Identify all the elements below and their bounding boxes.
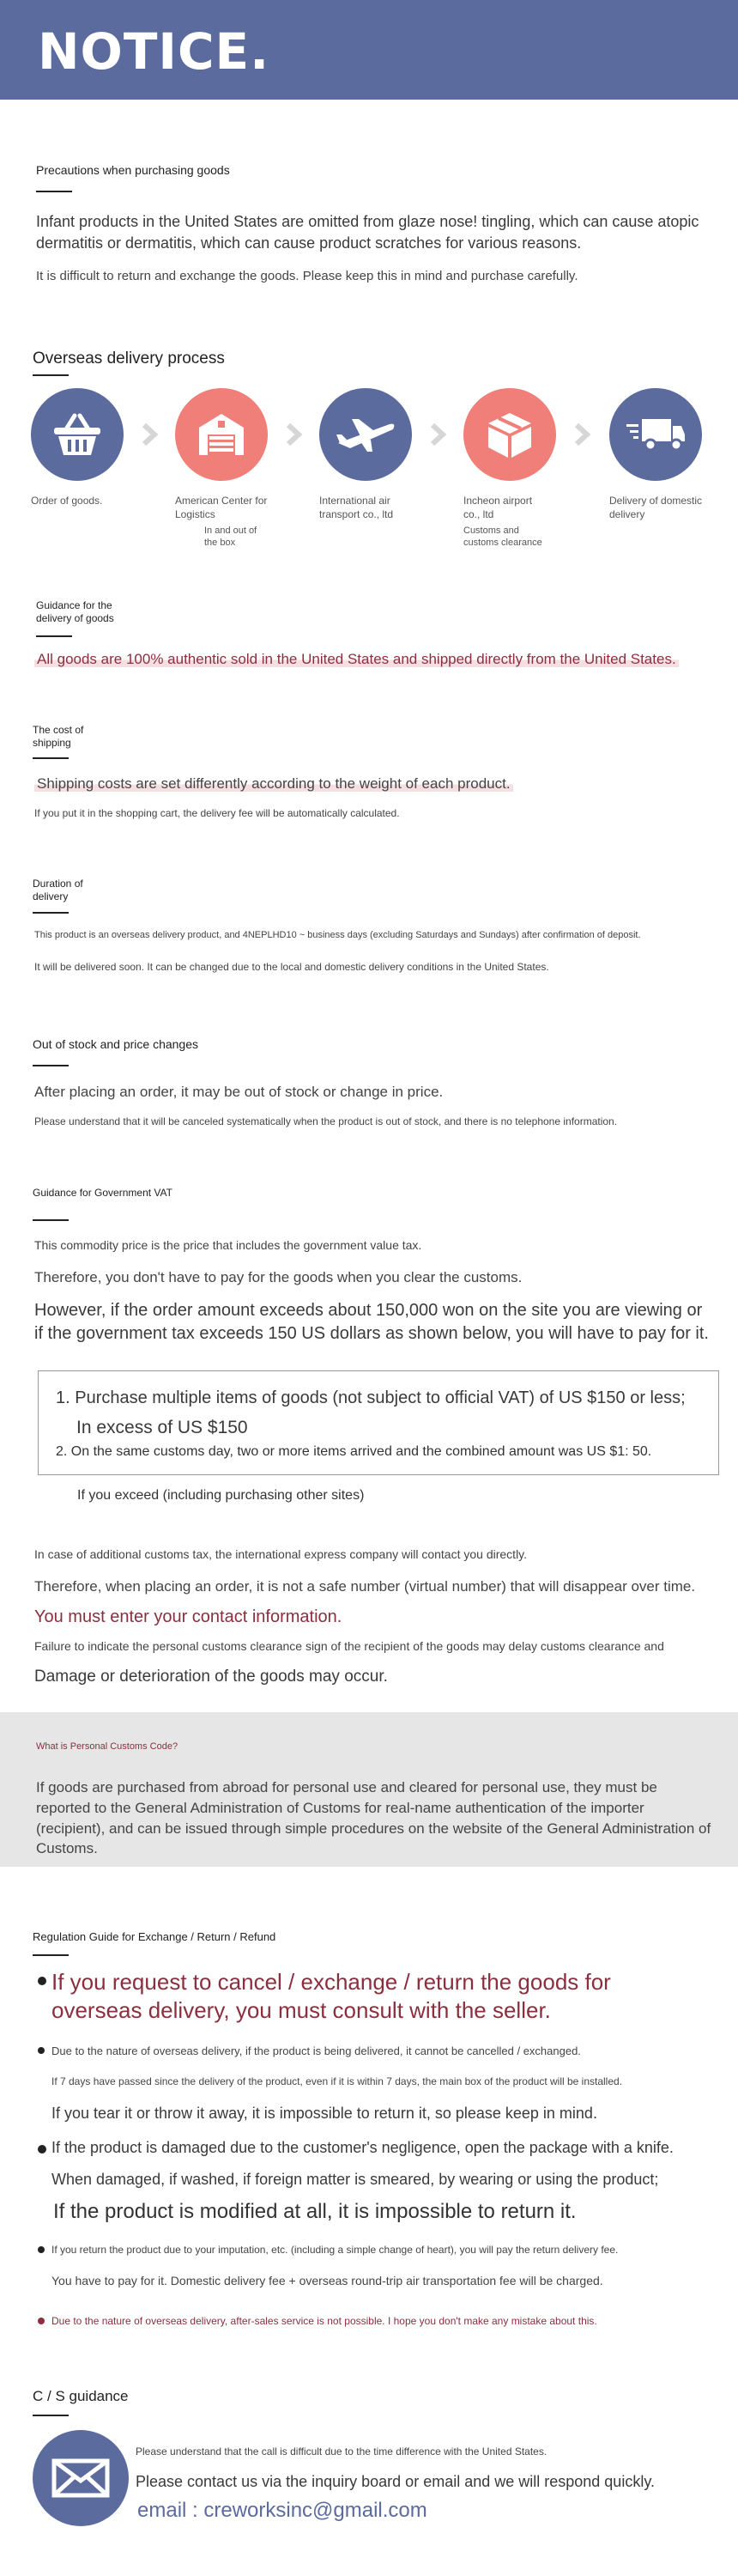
out-of-stock-underline (33, 1065, 69, 1066)
vat-conditions-box (38, 1370, 719, 1475)
precautions-title: Precautions when purchasing goods (36, 163, 230, 177)
duration-text2: It will be delivered soon. It can be changed due to the local and domestic delivery conditions in the United States. (34, 961, 549, 973)
chevron-right-icon (427, 422, 451, 447)
vat-after1: In case of additional customs tax, the international express company will contact you directly. (34, 1547, 528, 1561)
vat-text2: Therefore, you don't have to pay for the goods when you clear the customs. (34, 1269, 523, 1285)
basket-icon (31, 388, 124, 481)
duration-title: Duration of delivery (33, 878, 83, 902)
chevron-right-icon (572, 422, 596, 447)
regulation-b2b: If you tear it or throw it away, it is impossible to return it, so please keep in mind. (51, 2105, 597, 2122)
regulation-b3: If the product is damaged due to the customer's negligence, open the package with a knife. (51, 2139, 674, 2156)
truck-icon (609, 388, 702, 481)
step-sub: In and out of the box (204, 526, 257, 549)
regulation-b3b: If the product is modified at all, it is impossible to return it. (53, 2200, 577, 2223)
regulation-b4a: You have to pay for it. Domestic delivery fee + overseas round-trip air transportation fee will be charged. (51, 2274, 603, 2287)
vat-box-item1: 1. Purchase multiple items of goods (not subject to official VAT) of US $150 or less; (56, 1388, 686, 1407)
vat-underline (33, 1219, 69, 1221)
out-of-stock-title: Out of stock and price changes (33, 1037, 198, 1051)
step-label: International air transport co., ltd (319, 495, 394, 520)
regulation-underline (33, 1954, 69, 1956)
guidance-delivery-underline (36, 635, 72, 637)
vat-box-item2: 2. On the same customs day, two or more items arrived and the combined amount was US $1: 50. (56, 1444, 652, 1459)
cs-underline (33, 2415, 69, 2416)
out-of-stock-text1: After placing an order, it may be out of stock or change in price. (34, 1084, 444, 1100)
duration-underline (33, 912, 69, 914)
cs-text2: Please contact us via the inquiry board or email and we will respond quickly. (136, 2473, 655, 2490)
bullet-dot (38, 1977, 46, 1985)
guidance-delivery-text-span: All goods are 100% authentic sold in the United States and shipped directly from the United States. (34, 651, 679, 667)
regulation-b4: If you return the product due to your imputation, etc. (including a simple change of heart), you will pay the return delivery fee. (51, 2244, 619, 2256)
package-icon (463, 388, 556, 481)
step-incheon (463, 388, 592, 550)
customs-code-panel (0, 1712, 738, 1867)
vat-text3: However, if the order amount exceeds about 150,000 won on the site you are viewing or if the government tax exceeds 150 US dollars as shown below, you will have to pay for it. (34, 1301, 709, 1343)
shipping-cost-text1 (34, 775, 513, 793)
regulation-b1: If you request to cancel / exchange / return the goods for overseas delivery, you must consult with the seller. (51, 1969, 611, 2024)
vat-after4: Failure to indicate the personal customs clearance sign of the recipient of the goods may delay customs clearance and (34, 1639, 664, 1653)
cs-email[interactable]: email : creworksinc@gmail.com (137, 2499, 427, 2522)
delivery-process-title: Overseas delivery process (33, 349, 225, 368)
regulation-b2a: If 7 days have passed since the delivery of the product, even if it is within 7 days, the main box of the product will be installed. (51, 2075, 623, 2087)
chevron-right-icon (139, 422, 163, 447)
step-sub: Customs and customs clearance (463, 526, 542, 549)
airplane-icon (319, 388, 412, 481)
shipping-cost-text1-span: Shipping costs are set differently according to the weight of each product. (34, 775, 513, 792)
guidance-delivery-title: Guidance for the delivery of goods (36, 599, 114, 624)
step-label: American Center for Logistics (175, 495, 268, 520)
vat-text1: This commodity price is the price that includes the government value tax. (34, 1238, 422, 1252)
shipping-cost-title: The cost of shipping (33, 724, 84, 749)
step-label: Delivery of domestic delivery (609, 495, 703, 520)
precautions-line1: Infant products in the United States are omitted from glaze nose! tingling, which can cause atopic dermatitis or dermatitis, which can cause product scratches for various reasons. (36, 213, 699, 252)
page-title: NOTICE. (38, 22, 270, 81)
bullet-dot (38, 2246, 45, 2253)
customs-code-text: If goods are purchased from abroad for personal use and cleared for personal use, they must be reported to the General Administration of Customs for real-name authentication of the importer (recipient), and can be issued through simple procedures on the website of the General Administration of Customs. (36, 1779, 711, 1857)
duration-text1: This product is an overseas delivery product, and 4NEPLHD10 ~ business days (excluding Saturdays and Sundays) after confirmation of deposit. (34, 930, 641, 940)
bullet-dot (38, 2047, 45, 2054)
vat-after2: Therefore, when placing an order, it is not a safe number (virtual number) that will disappear over time. (34, 1578, 696, 1595)
envelope-icon (33, 2430, 129, 2526)
step-domestic (609, 388, 738, 521)
shipping-cost-underline (33, 757, 69, 759)
vat-after3: You must enter your contact information. (34, 1607, 342, 1626)
guidance-delivery-text (34, 651, 679, 668)
shipping-cost-text2: If you put it in the shopping cart, the delivery fee will be automatically calculated. (34, 807, 400, 819)
delivery-process-underline (33, 374, 69, 376)
regulation-title: Regulation Guide for Exchange / Return / Refund (33, 1930, 276, 1943)
precautions-line2: It is difficult to return and exchange the goods. Please keep this in mind and purchase carefully. (36, 269, 578, 283)
step-label: Order of goods. (31, 495, 103, 507)
step-air-transport (319, 388, 448, 521)
step-label: Incheon airport co., ltd (463, 495, 533, 520)
warehouse-icon (175, 388, 268, 481)
bullet-dot (38, 2145, 46, 2154)
cs-title: C / S guidance (33, 2388, 129, 2404)
regulation-b5: Due to the nature of overseas delivery, after-sales service is not possible. I hope you don't make any mistake about this. (51, 2315, 597, 2327)
vat-box-item1b: In excess of US $150 (76, 1418, 248, 1437)
customs-code-title: What is Personal Customs Code? (36, 1741, 178, 1752)
chevron-right-icon (283, 422, 307, 447)
vat-after5: Damage or deterioration of the goods may occur. (34, 1668, 388, 1686)
precautions-underline (36, 191, 72, 192)
bullet-dot (38, 2318, 45, 2324)
step-order (31, 388, 160, 508)
notice-header (0, 0, 738, 100)
step-logistics (175, 388, 304, 550)
vat-title: Guidance for Government VAT (33, 1187, 172, 1199)
regulation-b2: Due to the nature of overseas delivery, if the product is being delivered, it cannot be cancelled / exchanged. (51, 2044, 581, 2057)
regulation-b3a: When damaged, if washed, if foreign matter is smeared, by wearing or using the product; (51, 2171, 659, 2188)
out-of-stock-text2: Please understand that it will be canceled systematically when the product is out of stock, and there is no telephone information. (34, 1115, 618, 1127)
vat-box-item2b: If you exceed (including purchasing other sites) (77, 1488, 365, 1503)
cs-text1: Please understand that the call is difficult due to the time difference with the United States. (136, 2445, 547, 2458)
